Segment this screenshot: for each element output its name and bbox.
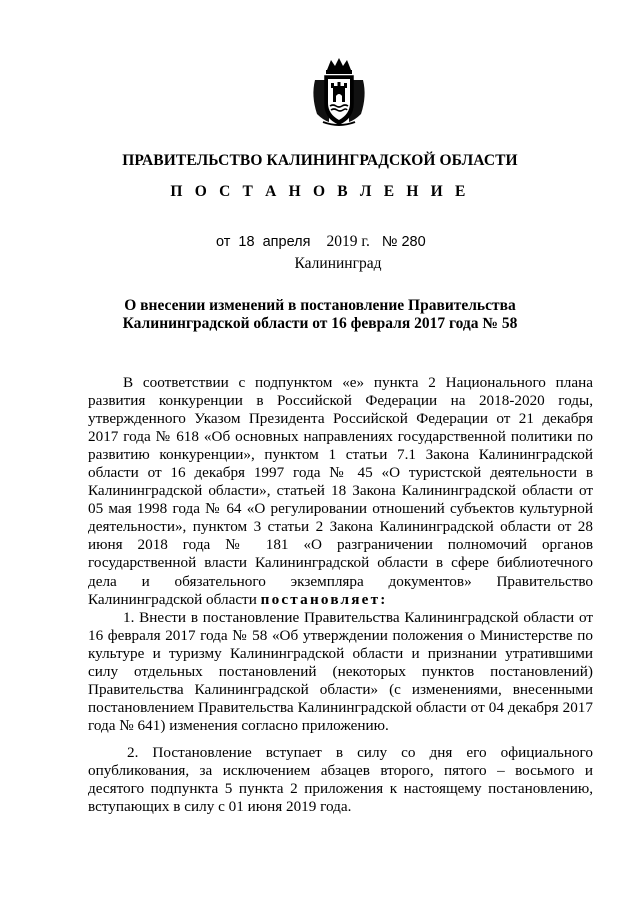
document-type: П О С Т А Н О В Л Е Н И Е bbox=[170, 183, 470, 200]
date-month: апреля bbox=[262, 234, 311, 250]
date-line bbox=[216, 233, 426, 251]
document-number: № 280 bbox=[381, 234, 426, 250]
date-year: 2019 г. bbox=[326, 233, 370, 250]
subject-line-2: Калининградской области от 16 февраля 2017 года № 58 bbox=[122, 315, 518, 332]
date-day: 18 bbox=[238, 234, 255, 250]
date-prefix: от bbox=[216, 234, 231, 250]
decree-word: постановляет: bbox=[260, 590, 388, 608]
document-subject bbox=[0, 297, 640, 333]
government-name: ПРАВИТЕЛЬСТВО КАЛИНИНГРАДСКОЙ ОБЛАСТИ bbox=[122, 152, 518, 169]
preamble-paragraph bbox=[88, 374, 593, 609]
preamble-text: В соответствии с подпунктом «е» пункта 2 Национального плана развития конкуренции в Российской Федерации на 2018-2020 годы, утвержденного Указом Президента Российской Федерации от 21 декабря 2017 года № 618 «Об основных направлениях государственной политики по развитию конкуренции», пунктом 1 статьи 7.1 Закона Калининградской области от 16 декабря 1997 года № 45 «О туристской деятельности в Калининградской области», статьей 18 Закона Калининградской области от 05 мая 1998 года № 64 «О регулировании отношений субъектов культурной деятельности», пунктом 3 статьи 2 Закона Калининградской области от 28 июня 2018 года № 181 «О разграничении полномочий органов государственной власти Калининградской области в сфере библиотечного дела и обязательного экземпляра документов» Правительство Калининградской области bbox=[88, 374, 593, 608]
item-2-paragraph: 2. Постановление вступает в силу со дня его официального опубликования, за исключением абзацев второго, пятого – восьмого и десятого подпункта 5 пункта 2 приложения к настоящему постановлению, вступающих в силу с 01 июня 2019 года. bbox=[88, 743, 593, 816]
item-1-paragraph: 1. Внести в постановление Правительства Калининградской области от 16 февраля 2017 года № 58 «Об утверждении положения о Министерстве по культуре и туризму Калининградской области и признании утратившими силу отдельных постановлений (некоторых пунктов постановлений) Правительства Калининградской области» (с изменениями, внесенными постановлением Правительства Калининградской области от 04 декабря 2017 года № 641) изменения согласно приложению. bbox=[88, 608, 593, 734]
document-body bbox=[88, 374, 593, 816]
city: Калининград bbox=[294, 255, 382, 272]
coat-of-arms-emblem bbox=[309, 56, 369, 128]
subject-line-1: О внесении изменений в постановление Правительства bbox=[124, 297, 516, 314]
